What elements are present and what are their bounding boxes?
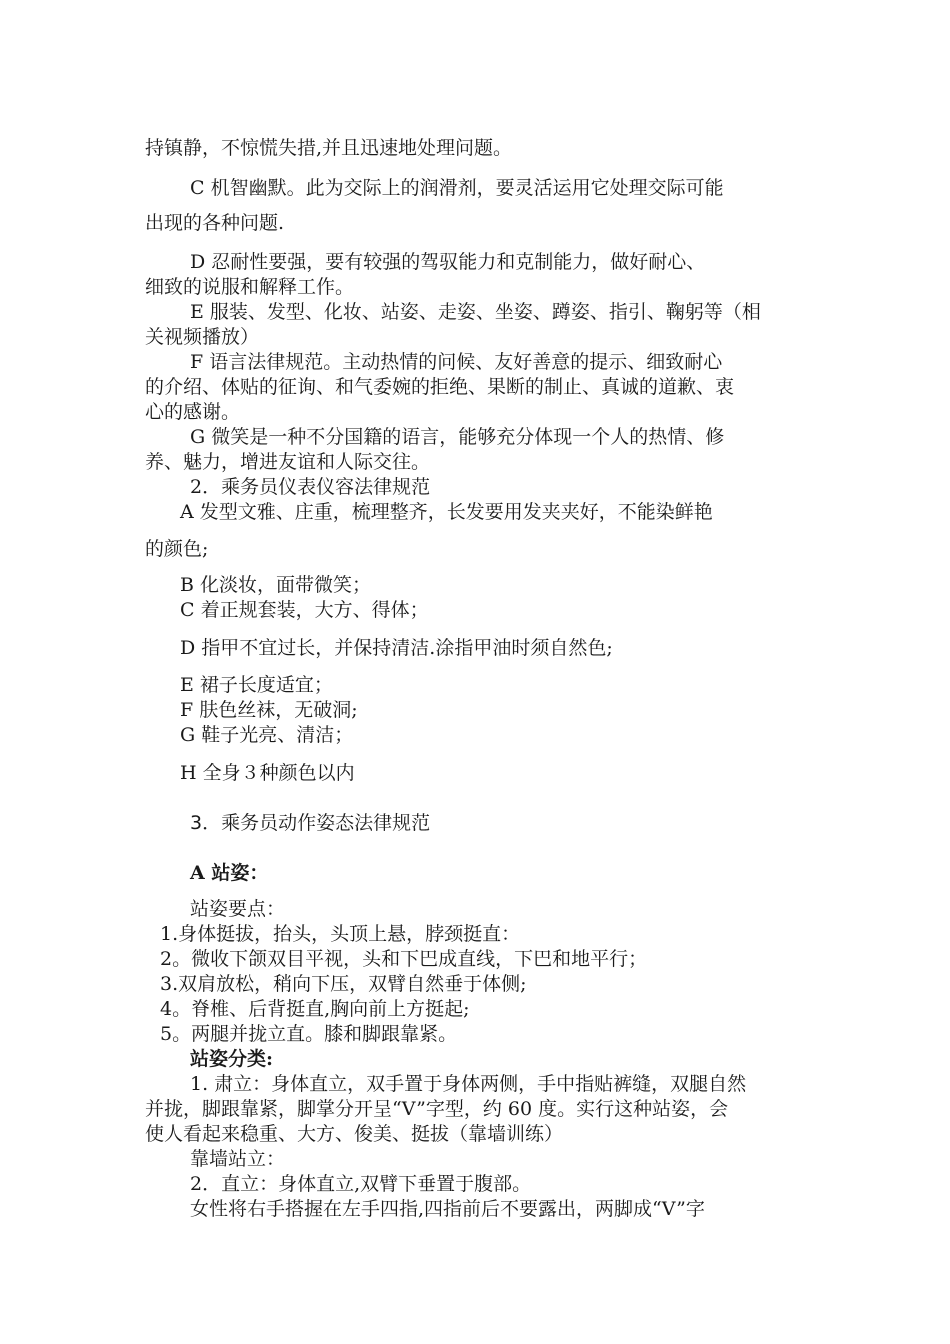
list-item: 4。脊椎、后背挺直,胸向前上方挺起;	[160, 998, 470, 1020]
text-line: 1. 肃立：身体直立，双手置于身体两侧，手中指贴裤缝，双腿自然	[190, 1073, 747, 1095]
text-line: E 服装、发型、化妆、站姿、走姿、坐姿、蹲姿、指引、鞠躬等（相	[190, 301, 761, 323]
list-item: 5。两腿并拢立直。膝和脚跟靠紧。	[160, 1023, 458, 1045]
section-heading: 2．乘务员仪表仪容法律规范	[190, 476, 431, 498]
text-line: 并拢，脚跟靠紧，脚掌分开呈“V”字型，约 60 度。实行这种站姿，会	[145, 1098, 729, 1120]
text-line: G 微笑是一种不分国籍的语言，能够充分体现一个人的热情、修	[190, 426, 725, 448]
subsection-heading: A 站姿：	[190, 862, 269, 884]
list-item: C 着正规套装，大方、得体；	[180, 599, 429, 621]
text-line: 心的感谢。	[145, 401, 241, 423]
text-line: 出现的各种问题.	[145, 212, 285, 234]
text-line: A 发型文雅、庄重，梳理整齐，长发要用发夹夹好，不能染鲜艳	[180, 501, 713, 523]
list-item: B 化淡妆，面带微笑；	[180, 574, 372, 596]
list-item: G 鞋子光亮、清洁；	[180, 724, 354, 746]
list-item: 1.身体挺拔，抬头，头顶上悬，脖颈挺直：	[160, 923, 521, 945]
text-line: D 忍耐性要强，要有较强的驾驭能力和克制能力，做好耐心、	[190, 251, 706, 273]
list-item: D 指甲不宜过长，并保持清洁.涂指甲油时须自然色;	[180, 637, 613, 659]
text-line: 的颜色;	[145, 538, 209, 560]
text-line: 养、魅力，增进友谊和人际交往。	[145, 451, 431, 473]
list-item: E 裙子长度适宜；	[180, 674, 333, 696]
list-item: H 全身３种颜色以内	[180, 762, 355, 784]
list-item: 3.双肩放松，稍向下压，双臂自然垂于体侧;	[160, 973, 527, 995]
text-line: 靠墙站立：	[190, 1148, 286, 1170]
text-line: 持镇静，不惊慌失措,并且迅速地处理问题。	[145, 137, 513, 159]
text-line: 细致的说服和解释工作。	[145, 276, 355, 298]
list-item: 2。微收下颌双目平视，头和下巴成直线，下巴和地平行；	[160, 948, 648, 970]
text-line: 的介绍、体贴的征询、和气委婉的拒绝、果断的制止、真诚的道歉、衷	[145, 376, 735, 398]
text-line: F 语言法律规范。主动热情的问候、友好善意的提示、细致耐心	[190, 351, 723, 373]
text-line: C 机智幽默。此为交际上的润滑剂，要灵活运用它处理交际可能	[190, 177, 724, 199]
text-line: 关视频播放）	[145, 326, 260, 348]
text-line: 2．直立：身体直立,双臂下垂置于腹部。	[190, 1173, 532, 1195]
section-heading: 3．乘务员动作姿态法律规范	[190, 812, 431, 834]
text-line: 使人看起来稳重、大方、俊美、挺拔（靠墙训练）	[145, 1123, 564, 1145]
text-line: 站姿要点：	[190, 898, 286, 920]
text-line: 女性将右手搭握在左手四指,四指前后不要露出，两脚成“V”字	[190, 1198, 705, 1220]
list-item: F 肤色丝袜，无破洞;	[180, 699, 358, 721]
subsection-heading: 站姿分类:	[190, 1048, 274, 1070]
